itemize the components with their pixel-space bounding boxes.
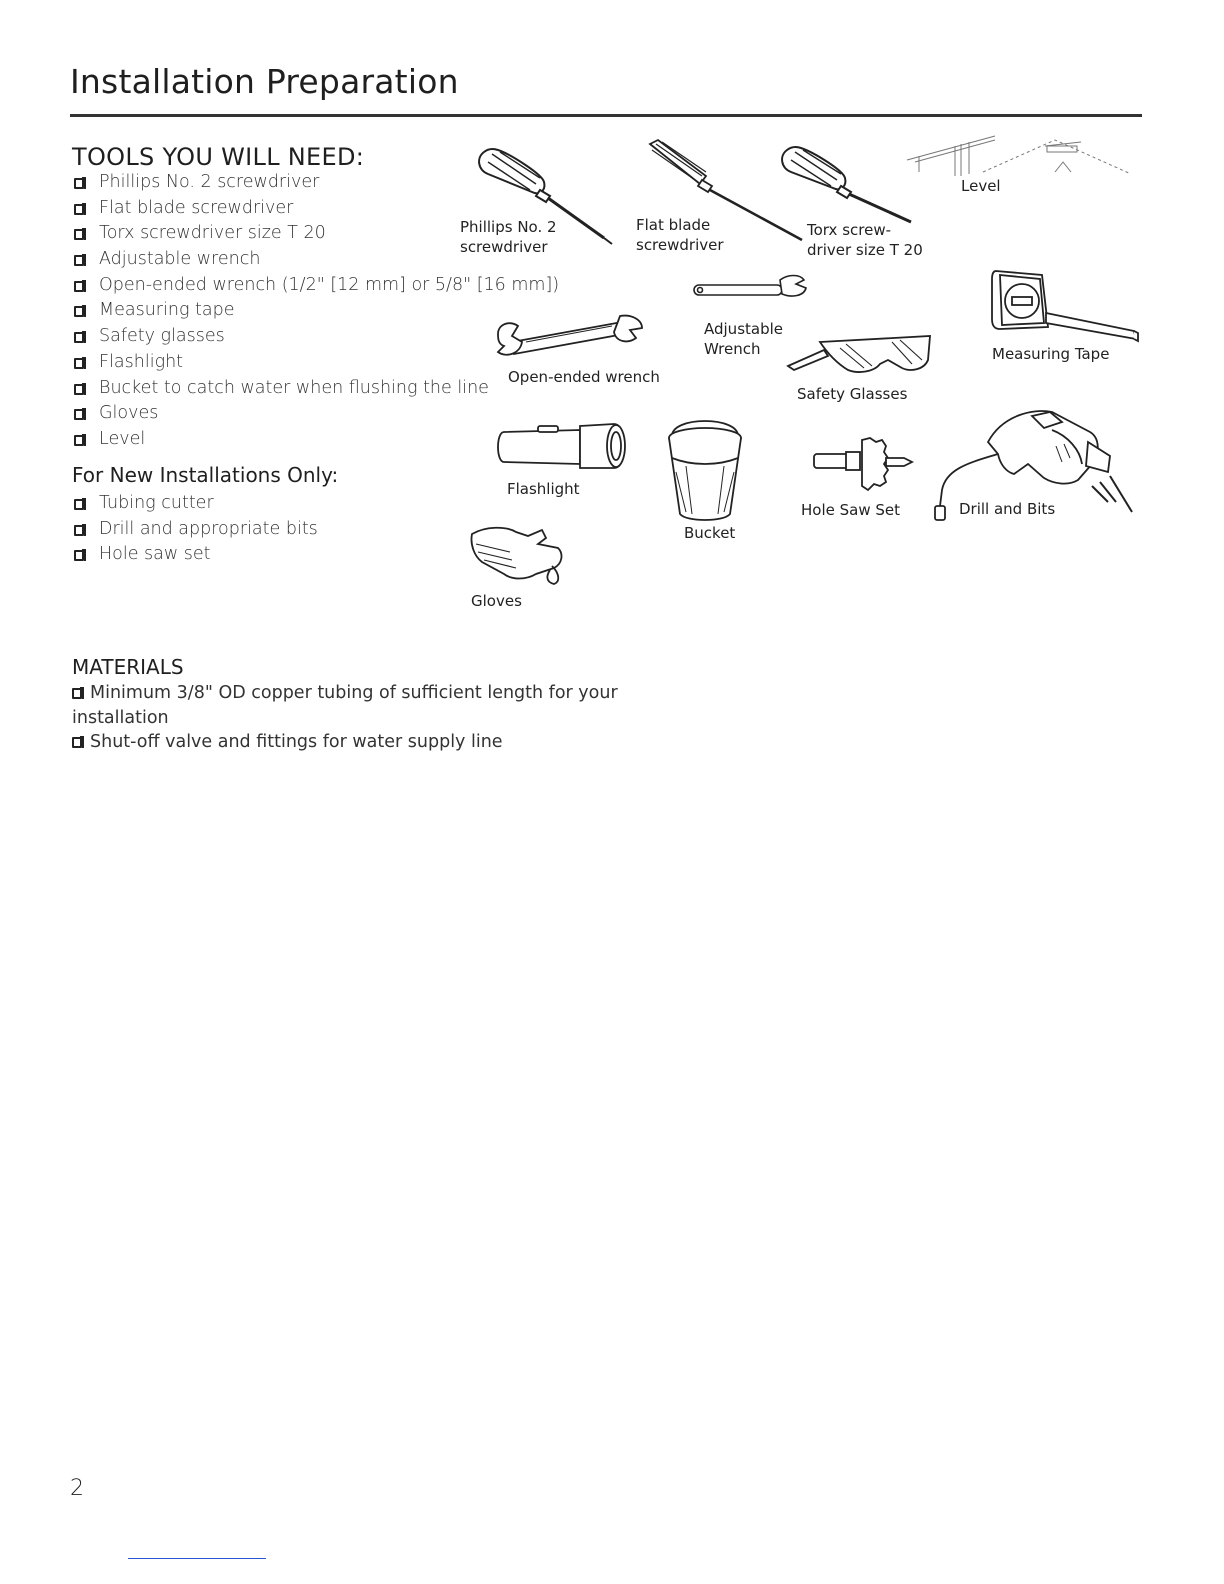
open-wrench-label: Open-ended wrench [508, 368, 660, 386]
page-number: 2 [70, 1476, 84, 1501]
adjustable-wrench-icon [688, 270, 813, 304]
checkbox-icon [74, 229, 84, 240]
list-item: Open-ended wrench (1/2" [12 mm] or 5/8" [16 mm]) [72, 273, 559, 299]
checkbox-icon [74, 306, 84, 317]
phillips-label: Phillips No. 2 screwdriver [460, 218, 557, 256]
list-item: Bucket to catch water when flushing the line [72, 376, 559, 402]
holesaw-label: Hole Saw Set [801, 501, 901, 519]
list-item: Shut-off valve and fittings for water supply line [72, 730, 632, 755]
open-ended-wrench-icon [492, 312, 652, 366]
list-item: Torx screwdriver size T 20 [72, 221, 559, 247]
list-item: Flashlight [72, 350, 559, 376]
checkbox-icon [74, 255, 84, 266]
page-title: Installation Preparation [70, 62, 459, 101]
glasses-label: Safety Glasses [797, 385, 908, 403]
materials-list [72, 681, 632, 755]
flashlight-label: Flashlight [507, 480, 580, 498]
list-item: Level [72, 427, 559, 453]
adjustable-label: Adjustable Wrench [704, 320, 783, 358]
list-item: Phillips No. 2 screwdriver [72, 170, 559, 196]
list-item: Flat blade screwdriver [72, 196, 559, 222]
list-item: Minimum 3/8" OD copper tubing of sufficient length for your installation [72, 683, 618, 728]
bucket-icon [662, 414, 748, 524]
checkbox-icon [74, 499, 84, 510]
list-item: Gloves [72, 401, 559, 427]
flat-label: Flat blade screwdriver [636, 216, 724, 254]
checkbox-icon [72, 737, 82, 748]
new-installations-list [72, 491, 318, 568]
checkbox-icon [74, 332, 84, 343]
gloves-icon [466, 522, 574, 586]
tools-heading: TOOLS YOU WILL NEED: [72, 143, 365, 171]
torx-screwdriver-icon [775, 140, 925, 230]
checkbox-icon [72, 688, 82, 699]
materials-heading: MATERIALS [72, 655, 184, 679]
checkbox-icon [74, 178, 84, 189]
drill-label: Drill and Bits [959, 500, 1056, 518]
hole-saw-icon [810, 434, 916, 494]
list-item: Adjustable wrench [72, 247, 559, 273]
checkbox-icon [74, 384, 84, 395]
measuring-tape-icon [988, 265, 1144, 345]
safety-glasses-icon [784, 330, 934, 380]
checkbox-icon [74, 435, 84, 446]
new-installations-heading: For New Installations Only: [72, 463, 339, 487]
list-item: Measuring tape [72, 298, 559, 324]
torx-label: Torx screw- driver size T 20 [807, 221, 923, 259]
level-icon [905, 132, 1135, 184]
list-item: Tubing cutter [72, 491, 318, 517]
checkbox-icon [74, 281, 84, 292]
checkbox-icon [74, 550, 84, 561]
gloves-label: Gloves [471, 592, 522, 610]
checkbox-icon [74, 204, 84, 215]
tape-label: Measuring Tape [992, 345, 1110, 363]
flashlight-icon [494, 420, 634, 472]
checkbox-icon [74, 525, 84, 536]
bucket-label: Bucket [684, 524, 736, 542]
list-item: Safety glasses [72, 324, 559, 350]
list-item: Drill and appropriate bits [72, 517, 318, 543]
footer-rule [128, 1558, 266, 1559]
list-item: Hole saw set [72, 542, 318, 568]
checkbox-icon [74, 358, 84, 369]
level-label: Level [961, 177, 1001, 195]
checkbox-icon [74, 409, 84, 420]
title-rule [70, 114, 1142, 117]
